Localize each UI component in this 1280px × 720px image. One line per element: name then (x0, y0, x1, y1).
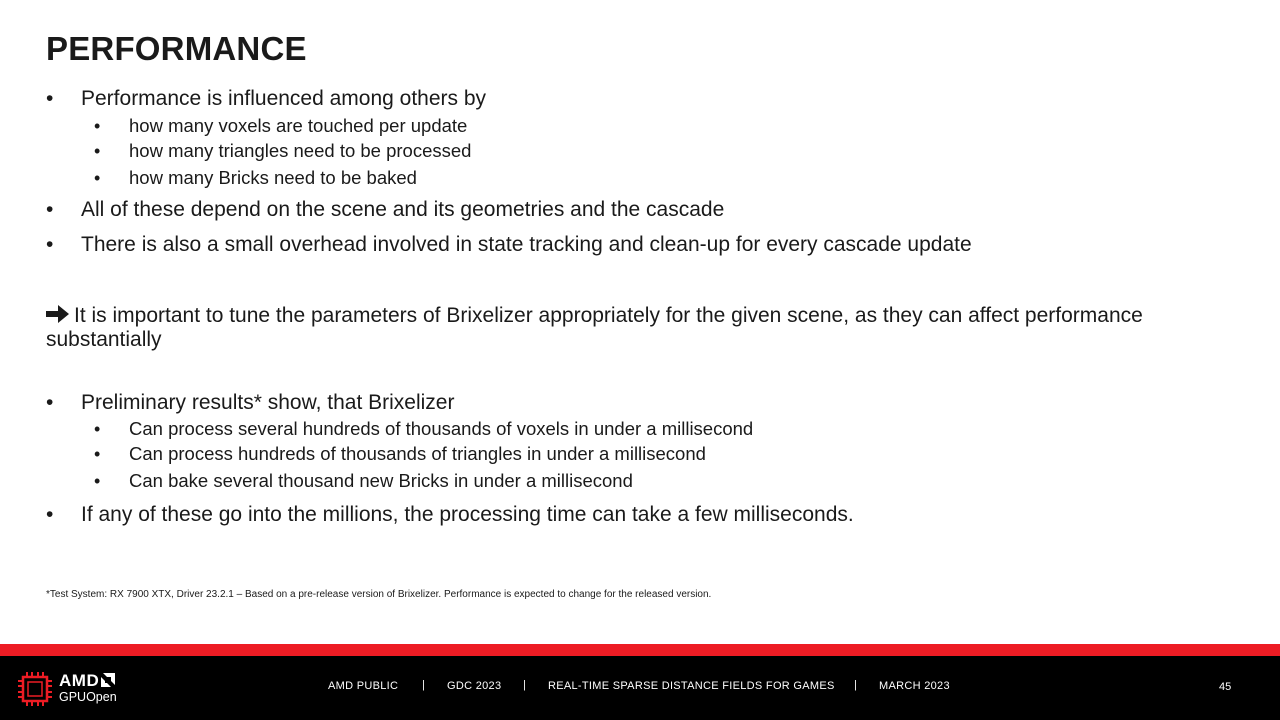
right-arrow-icon (46, 304, 70, 329)
bullet-text: All of these depend on the scene and its geometries and the cascade (81, 198, 725, 221)
footer-separator: | (523, 679, 526, 691)
bullet-text: Performance is influenced among others by (81, 87, 487, 110)
footer-accent-bar (0, 644, 1280, 656)
bullet-text: how many triangles need to be processed (129, 140, 472, 161)
bullet-text: how many voxels are touched per update (129, 115, 468, 136)
bullet-dot: • (94, 116, 101, 136)
bullet-text: Can bake several thousand new Bricks in under a millisecond (129, 470, 633, 491)
slide-title: PERFORMANCE (46, 30, 307, 67)
bullet-dot: • (94, 471, 101, 491)
footer (0, 656, 1280, 720)
page-number: 45 (1219, 681, 1232, 693)
bullet-dot: • (94, 168, 101, 188)
bullet-text: how many Bricks need to be baked (129, 167, 417, 188)
amd-chip-icon (18, 672, 52, 706)
bullet-dot: • (46, 503, 54, 526)
amd-arrow-icon (101, 673, 115, 687)
conclusion-paragraph (46, 304, 1156, 351)
footer-date: MARCH 2023 (879, 680, 950, 692)
bullet-text: Can process hundreds of thousands of triangles in under a millisecond (129, 443, 706, 464)
bullet-dot: • (46, 87, 54, 110)
footer-classification: AMD PUBLIC (328, 680, 399, 692)
bullet-text: If any of these go into the millions, the processing time can take a few milliseconds. (81, 503, 854, 526)
footer-separator: | (854, 679, 857, 691)
bullet-text: Can process several hundreds of thousands of voxels in under a millisecond (129, 418, 754, 439)
bullet-dot: • (46, 198, 54, 221)
bullet-dot: • (94, 444, 101, 464)
amd-wordmark: AMD (59, 671, 115, 691)
conclusion-text: It is important to tune the parameters of Brixelizer appropriately for the given scene, as they can affect performance substantially (46, 304, 1143, 351)
bullet-dot: • (46, 233, 54, 256)
bullet-dot: • (94, 141, 101, 161)
bullet-text: Preliminary results* show, that Brixelizer (81, 391, 455, 414)
bullet-dot: • (46, 391, 54, 414)
footer-talk-title: REAL-TIME SPARSE DISTANCE FIELDS FOR GAMES (548, 680, 835, 692)
footnote: *Test System: RX 7900 XTX, Driver 23.2.1 – Based on a pre-release version of Brixelizer. Performance is expected to change for the released version. (46, 589, 712, 600)
footer-separator: | (422, 679, 425, 691)
amd-gpuopen-logo (18, 670, 128, 706)
gpuopen-wordmark: GPUOpen (59, 690, 117, 704)
bullet-text: There is also a small overhead involved in state tracking and clean-up for every cascade update (81, 233, 972, 256)
bullet-dot: • (94, 419, 101, 439)
footer-event: GDC 2023 (447, 680, 502, 692)
